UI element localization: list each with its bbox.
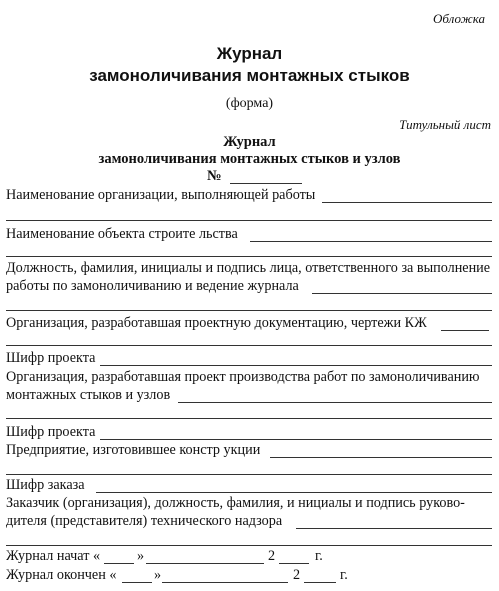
finished-quote-close: » — [154, 567, 162, 583]
responsible-label-line2: работы по замоноличиванию и ведение журнала — [6, 278, 299, 294]
number-field-line[interactable] — [230, 183, 302, 184]
responsible-field-extra[interactable] — [6, 310, 492, 311]
design-org-label: Организация, разработавшая проектную документацию, чертежи КЖ — [6, 315, 427, 331]
title-page-title-line2: замоноличивания монтажных стыков и узлов — [98, 151, 401, 167]
customer-field[interactable] — [296, 528, 492, 529]
org-name-label: Наименование организации, выполняющей работы — [6, 187, 316, 203]
responsible-field[interactable] — [312, 293, 492, 294]
cipher-project-field-1[interactable] — [100, 365, 492, 366]
customer-field-extra[interactable] — [6, 545, 492, 546]
org-name-field-extra[interactable] — [6, 220, 492, 221]
manufacturer-field-extra[interactable] — [6, 474, 492, 475]
ppr-org-field[interactable] — [178, 402, 492, 403]
finished-year-suffix: г. — [340, 567, 348, 583]
responsible-label-line1: Должность, фамилия, инициалы и подпись лица, ответственного за выполнение — [6, 260, 491, 276]
ppr-org-label-line1: Организация, разработавшая проект производства работ по замоноличиванию — [6, 369, 480, 385]
design-org-field-extra[interactable] — [6, 345, 492, 346]
cover-label: Обложка — [433, 11, 485, 26]
cover-title-line1: Журнал — [216, 44, 283, 63]
form-note: (форма) — [225, 96, 274, 111]
journal-finished-label: Журнал окончен « — [6, 567, 117, 583]
started-day-field[interactable] — [104, 563, 134, 564]
started-year-field[interactable] — [279, 563, 309, 564]
finished-day-field[interactable] — [122, 582, 152, 583]
journal-started-label: Журнал начат « — [6, 548, 101, 564]
number-label: № — [207, 168, 222, 184]
ppr-org-field-extra[interactable] — [6, 418, 492, 419]
cover-title-line2: замоноличивания монтажных стыков — [89, 66, 410, 85]
finished-month-field[interactable] — [162, 582, 288, 583]
object-name-field-extra[interactable] — [6, 256, 492, 257]
cipher-project-label-1: Шифр проекта — [6, 350, 96, 366]
finished-year-prefix: 2 — [293, 567, 301, 583]
cipher-project-label-2: Шифр проекта — [6, 424, 96, 440]
org-name-field[interactable] — [322, 202, 492, 203]
object-name-field[interactable] — [250, 241, 492, 242]
manufacturer-label: Предприятие, изготовившее констр укции — [6, 442, 261, 458]
cipher-project-field-2[interactable] — [100, 439, 492, 440]
started-quote-close: » — [137, 548, 145, 564]
manufacturer-field[interactable] — [270, 457, 492, 458]
started-month-field[interactable] — [146, 563, 264, 564]
customer-label-line2: дителя (представителя) технического надзора — [6, 513, 283, 529]
design-org-field[interactable] — [441, 330, 489, 331]
started-year-suffix: г. — [315, 548, 323, 564]
started-year-prefix: 2 — [268, 548, 276, 564]
title-page-label: Титульный лист — [399, 117, 491, 132]
cipher-order-label: Шифр заказа — [6, 477, 85, 493]
finished-year-field[interactable] — [304, 582, 336, 583]
cipher-order-field[interactable] — [96, 492, 492, 493]
object-name-label: Наименование объекта строите льства — [6, 226, 238, 242]
ppr-org-label-line2: монтажных стыков и узлов — [6, 387, 171, 403]
title-page-title-line1: Журнал — [223, 134, 276, 150]
customer-label-line1: Заказчик (организация), должность, фамилия, и нициалы и подпись руково- — [6, 495, 465, 511]
